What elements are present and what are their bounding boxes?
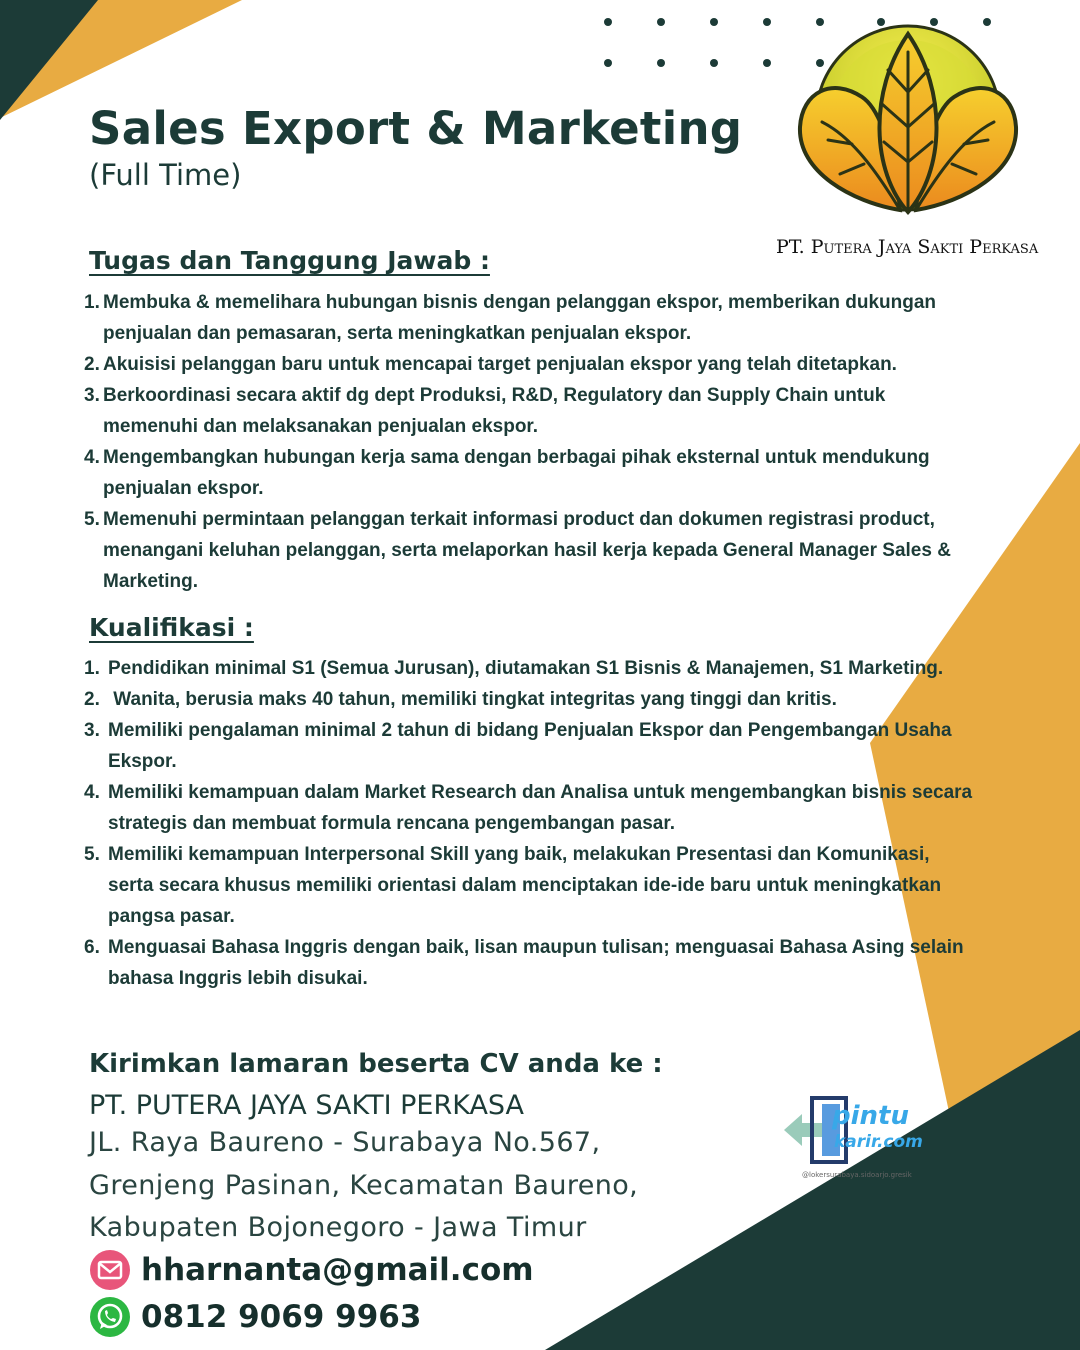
address-line: Grenjeng Pasinan, Kecamatan Baureno, bbox=[89, 1170, 639, 1201]
apply-company-name: PT. PUTERA JAYA SAKTI PERKASA bbox=[89, 1090, 525, 1121]
list-item-line: penjualan dan pemasaran, serta meningkatkan penjualan ekspor. bbox=[103, 323, 692, 344]
list-number: 5. bbox=[84, 844, 100, 865]
whatsapp-icon bbox=[89, 1296, 131, 1338]
list-number: 5. bbox=[84, 509, 100, 530]
list-item-line: Berkoordinasi secara aktif dg dept Produksi, R&D, Regulatory dan Supply Chain untuk bbox=[103, 385, 886, 406]
list-item-line: menangani keluhan pelanggan, serta melaporkan hasil kerja kepada General Manager Sales & bbox=[103, 540, 951, 561]
list-item-line: strategis dan membuat formula rencana pengembangan pasar. bbox=[108, 813, 675, 834]
list-item-line: Mengembangkan hubungan kerja sama dengan berbagai pihak eksternal untuk mendukung bbox=[103, 447, 930, 468]
phone-contact[interactable] bbox=[89, 1295, 421, 1339]
list-number: 3. bbox=[84, 385, 100, 406]
arrow-icon bbox=[784, 1114, 822, 1146]
list-item-line: Pendidikan minimal S1 (Semua Jurusan), diutamakan S1 Bisnis & Manajemen, S1 Marketing. bbox=[108, 658, 944, 679]
duties-heading: Tugas dan Tanggung Jawab : bbox=[89, 246, 490, 275]
list-item bbox=[84, 932, 972, 994]
address-line: JL. Raya Baureno - Surabaya No.567, bbox=[89, 1127, 601, 1158]
list-item bbox=[84, 777, 972, 839]
pintukarir-watermark-logo bbox=[782, 1092, 942, 1182]
mail-icon bbox=[89, 1249, 131, 1291]
list-number: 2. bbox=[84, 689, 100, 710]
watermark-brand-line2: karir.com bbox=[834, 1132, 923, 1152]
list-item-line: Menguasai Bahasa Inggris dengan baik, lisan maupun tulisan; menguasai Bahasa Asing selain bbox=[108, 937, 964, 958]
list-number: 1. bbox=[84, 292, 100, 313]
list-number: 6. bbox=[84, 937, 100, 958]
email-address[interactable]: hharnanta@gmail.com bbox=[141, 1252, 534, 1288]
list-item-line: Ekspor. bbox=[108, 751, 177, 772]
list-item-line: Memenuhi permintaan pelanggan terkait informasi product dan dokumen registrasi product, bbox=[103, 509, 935, 530]
company-logo-text: PT. Putera Jaya Sakti Perkasa bbox=[776, 236, 1039, 258]
phone-number[interactable]: 0812 9069 9963 bbox=[141, 1299, 422, 1335]
employment-type: (Full Time) bbox=[89, 158, 242, 192]
watermark-handle: @lokersurabaya.sidoarjo.gresik bbox=[802, 1171, 912, 1179]
list-item bbox=[84, 442, 951, 504]
list-item bbox=[84, 504, 951, 597]
list-item-line: Memiliki pengalaman minimal 2 tahun di bidang Penjualan Ekspor dan Pengembangan Usaha bbox=[108, 720, 952, 741]
list-item bbox=[84, 715, 972, 777]
list-item bbox=[84, 349, 951, 380]
list-item bbox=[84, 684, 972, 715]
list-item-line: penjualan ekspor. bbox=[103, 478, 264, 499]
list-item-line: Memiliki kemampuan Interpersonal Skill yang baik, melakukan Presentasi dan Komunikasi, bbox=[108, 844, 930, 865]
email-contact[interactable] bbox=[89, 1248, 534, 1292]
list-item-line: serta secara khusus memiliki orientasi dalam menciptakan ide-ide baru untuk meningkatkan bbox=[108, 875, 942, 896]
apply-heading: Kirimkan lamaran beserta CV anda ke : bbox=[89, 1049, 663, 1079]
job-title: Sales Export & Marketing bbox=[89, 102, 743, 155]
list-item-line: pangsa pasar. bbox=[108, 906, 235, 927]
company-logo-leaf-icon bbox=[792, 22, 1024, 222]
list-number: 2. bbox=[84, 354, 100, 375]
list-number: 3. bbox=[84, 720, 100, 741]
list-number: 4. bbox=[84, 447, 100, 468]
duties-list bbox=[84, 287, 951, 597]
list-item bbox=[84, 653, 972, 684]
list-item bbox=[84, 287, 951, 349]
list-number: 4. bbox=[84, 782, 100, 803]
qualifications-heading: Kualifikasi : bbox=[89, 613, 254, 642]
list-item-line: Akuisisi pelanggan baru untuk mencapai target penjualan ekspor yang telah ditetapkan. bbox=[103, 354, 897, 375]
list-item-line: Memiliki kemampuan dalam Market Research dan Analisa untuk mengembangkan bisnis secara bbox=[108, 782, 973, 803]
list-number: 1. bbox=[84, 658, 100, 679]
list-item bbox=[84, 380, 951, 442]
watermark-brand-line1: pintu bbox=[832, 1101, 909, 1131]
qualifications-list bbox=[84, 653, 972, 994]
list-item-line: bahasa Inggris lebih disukai. bbox=[108, 968, 368, 989]
address-line: Kabupaten Bojonegoro - Jawa Timur bbox=[89, 1212, 587, 1243]
list-item-line: Membuka & memelihara hubungan bisnis dengan pelanggan ekspor, memberikan dukungan bbox=[103, 292, 937, 313]
list-item-line: Marketing. bbox=[103, 571, 199, 592]
list-item-line: Wanita, berusia maks 40 tahun, memiliki tingkat integritas yang tinggi dan kritis. bbox=[108, 689, 837, 710]
list-item bbox=[84, 839, 972, 932]
list-item-line: memenuhi dan melaksanakan penjualan ekspor. bbox=[103, 416, 539, 437]
